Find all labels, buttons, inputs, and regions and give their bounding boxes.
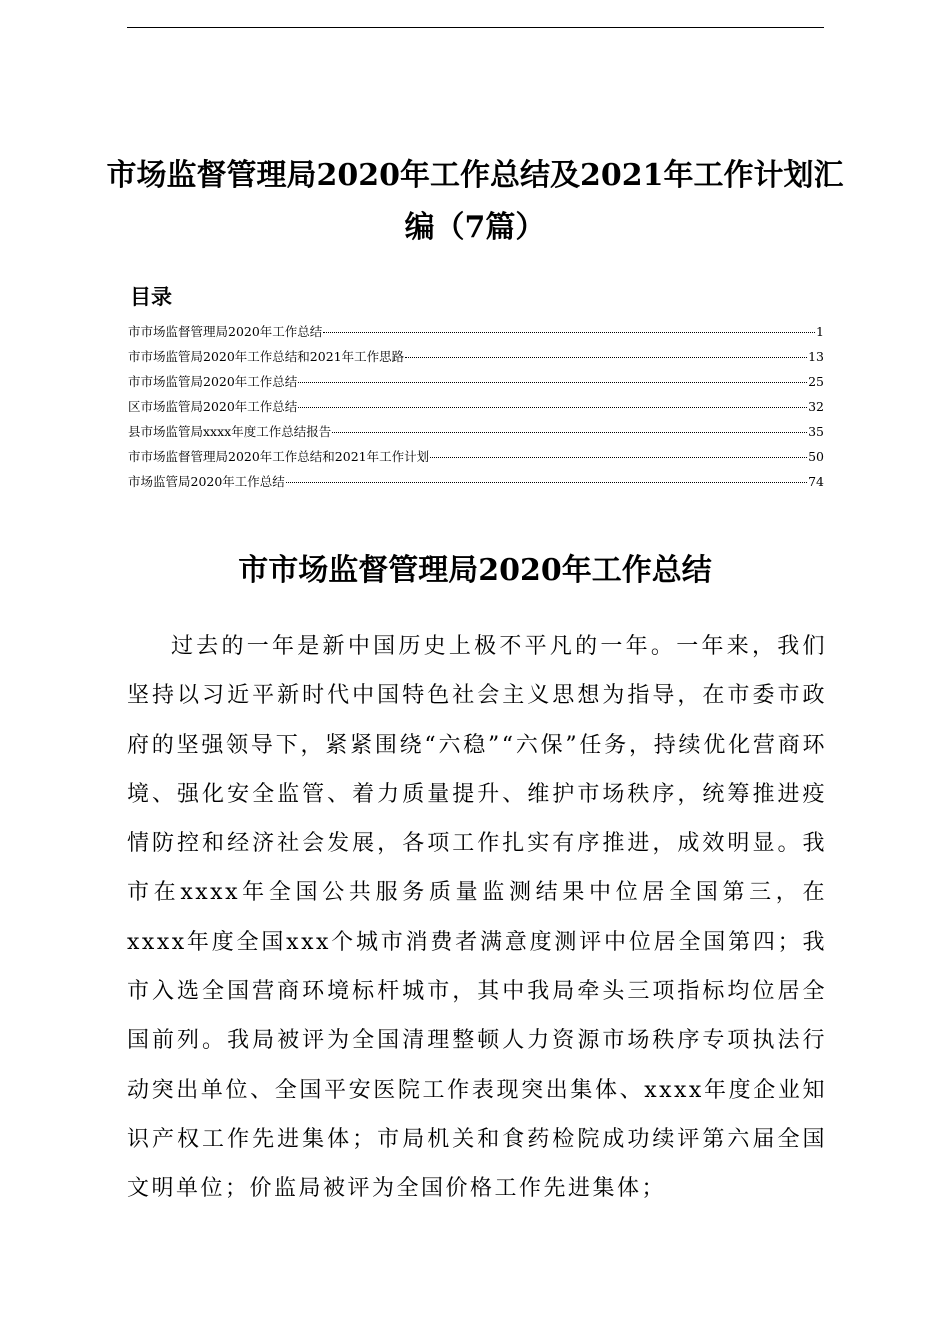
toc-entry[interactable] — [128, 422, 824, 447]
toc-leader-dots — [405, 357, 807, 358]
toc-entry-label: 区市场监管局2020年工作总结 — [128, 399, 298, 414]
toc-entry[interactable] — [128, 472, 824, 497]
document-title: 市场监督管理局2020年工作总结及2021年工作计划汇编（7篇） — [106, 158, 844, 245]
toc-entry-label: 市市场监督管理局2020年工作总结和2021年工作计划 — [128, 449, 430, 464]
toc-entry-label: 市市场监管局2020年工作总结和2021年工作思路 — [128, 349, 405, 364]
toc-entry-label: 市市场监督管理局2020年工作总结 — [128, 324, 323, 339]
toc-entry[interactable] — [128, 372, 824, 397]
toc-entry[interactable] — [128, 322, 824, 347]
toc-entry[interactable] — [128, 347, 824, 372]
toc-entry-page: 74 — [808, 474, 824, 489]
toc-heading: 目录 — [130, 285, 172, 309]
toc-entry[interactable] — [128, 447, 824, 472]
header-rule — [127, 27, 824, 28]
toc-entry-page: 25 — [808, 374, 824, 389]
body-paragraph: 过去的一年是新中国历史上极不平凡的一年。一年来，我们坚持以习近平新时代中国特色社会主义思想为指导，在市委市政府的坚强领导下，紧紧围绕“六稳”“六保”任务，持续优化营商环境、强化安全监管、着力质量提升、维护市场秩序，统筹推进疫情防控和经济社会发展，各项工作扎实有序推进，成效明显。我市在xxxx年全国公共服务质量监测结果中位居全国第三，在xxxx年度全国xxx个城市消费者满意度测评中位居全国第四；我市入选全国营商环境标杆城市，其中我局牵头三项指标均位居全国前列。我局被评为全国清理整顿人力资源市场秩序专项执法行动突出单位、全国平安医院工作表现突出集体、xxxx年度企业知识产权工作先进集体；市局机关和食药检院成功续评第六届全国文明单位；价监局被评为全国价格工作先进集体； — [127, 634, 827, 1202]
toc-entry-page: 13 — [808, 349, 824, 364]
toc-entry-label: 县市场监管局xxxx年度工作总结报告 — [128, 424, 332, 439]
toc-leader-dots — [332, 432, 807, 433]
toc-leader-dots — [430, 457, 807, 458]
table-of-contents — [128, 322, 824, 497]
toc-leader-dots — [298, 407, 807, 408]
toc-entry-page: 1 — [816, 324, 824, 339]
toc-entry-page: 35 — [808, 424, 824, 439]
toc-entry-page: 32 — [808, 399, 824, 414]
toc-leader-dots — [298, 382, 807, 383]
toc-entry-label: 市场监管局2020年工作总结 — [128, 474, 285, 489]
toc-entry-page: 50 — [808, 449, 824, 464]
toc-entry-label: 市市场监管局2020年工作总结 — [128, 374, 298, 389]
section-title: 市市场监督管理局2020年工作总结 — [238, 553, 712, 588]
toc-leader-dots — [323, 332, 815, 333]
toc-leader-dots — [286, 482, 807, 483]
toc-entry[interactable] — [128, 397, 824, 422]
